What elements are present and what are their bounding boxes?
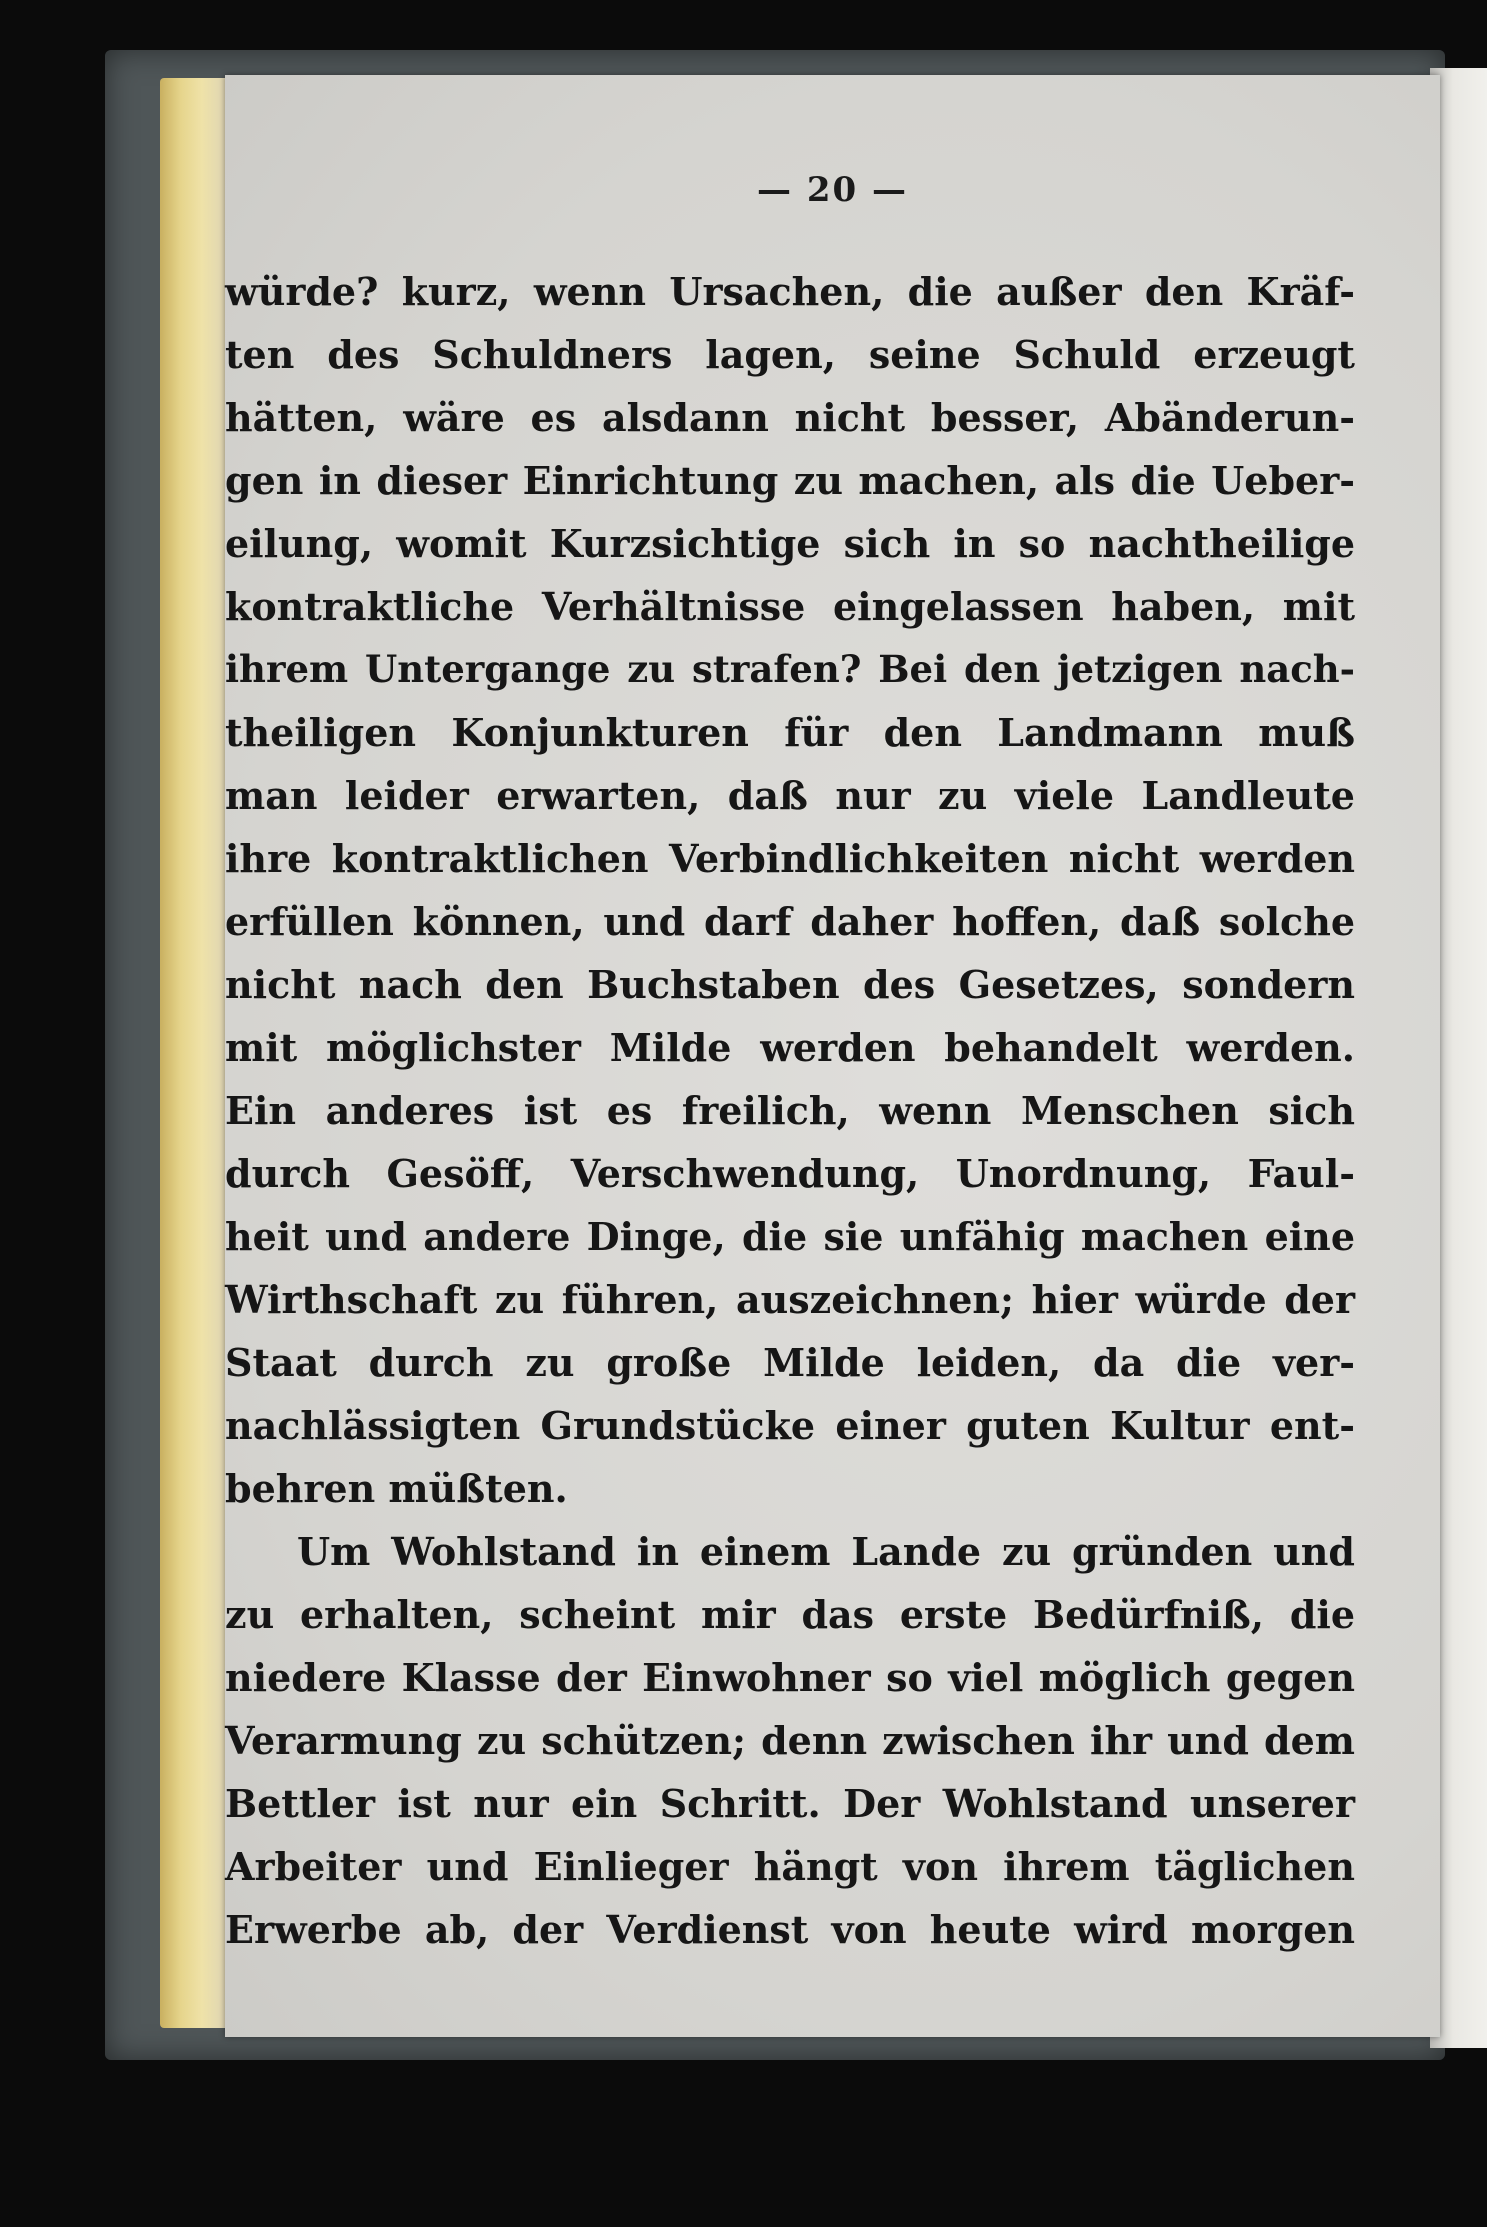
text-line: behren müßten.	[225, 1466, 568, 1511]
text-line: nicht nach den Buchstaben des Gesetzes, sondern	[225, 962, 1355, 1007]
text-line: ihrem Untergange zu strafen? Bei den jetzigen nach-	[225, 647, 1355, 691]
page-edges	[160, 78, 230, 2028]
text-line: Erwerbe ab, der Verdienst von heute wird morgen	[225, 1907, 1355, 1952]
text-line: zu erhalten, scheint mir das erste Bedürfniß, die	[225, 1592, 1355, 1637]
text-line: man leider erwarten, daß nur zu viele Landleute	[225, 773, 1355, 818]
text-line: durch Gesöff, Verschwendung, Unordnung, Faul-	[225, 1151, 1355, 1196]
page-number-header: — 20 —	[757, 170, 908, 210]
text-line: mit möglichster Milde werden behandelt werden.	[225, 1025, 1355, 1070]
text-line: Wirthschaft zu führen, auszeichnen; hier würde der	[225, 1277, 1355, 1322]
text-line: hätten, wäre es alsdann nicht besser, Abänderun-	[225, 395, 1355, 440]
page-text	[225, 260, 1355, 1961]
text-line: niedere Klasse der Einwohner so viel möglich gegen	[225, 1655, 1355, 1700]
text-line: Ein anderes ist es freilich, wenn Menschen sich	[225, 1088, 1355, 1133]
text-line: Bettler ist nur ein Schritt. Der Wohlstand unserer	[225, 1781, 1355, 1826]
text-line: theiligen Konjunkturen für den Landmann muß	[225, 710, 1355, 755]
text-line: heit und andere Dinge, die sie unfähig machen eine	[225, 1214, 1355, 1259]
text-line: ten des Schuldners lagen, seine Schuld erzeugt	[225, 332, 1355, 377]
text-line: nachlässigten Grundstücke einer guten Kultur ent-	[225, 1403, 1355, 1448]
text-line: kontraktliche Verhältnisse eingelassen haben, mit	[225, 584, 1355, 629]
text-line: Verarmung zu schützen; denn zwischen ihr und dem	[225, 1718, 1355, 1763]
text-line: Staat durch zu große Milde leiden, da die ver-	[225, 1340, 1355, 1385]
text-line: würde? kurz, wenn Ursachen, die außer den Kräf-	[225, 269, 1355, 314]
text-line: Arbeiter und Einlieger hängt von ihrem täglichen	[225, 1844, 1355, 1889]
text-line: Um Wohlstand in einem Lande zu gründen und	[297, 1529, 1355, 1574]
text-line: ihre kontraktlichen Verbindlichkeiten nicht werden	[225, 836, 1355, 881]
text-line: erfüllen können, und darf daher hoffen, daß solche	[225, 899, 1355, 944]
text-line: gen in dieser Einrichtung zu machen, als die Ueber-	[225, 458, 1355, 503]
text-line: eilung, womit Kurzsichtige sich in so nachtheilige	[225, 521, 1355, 566]
